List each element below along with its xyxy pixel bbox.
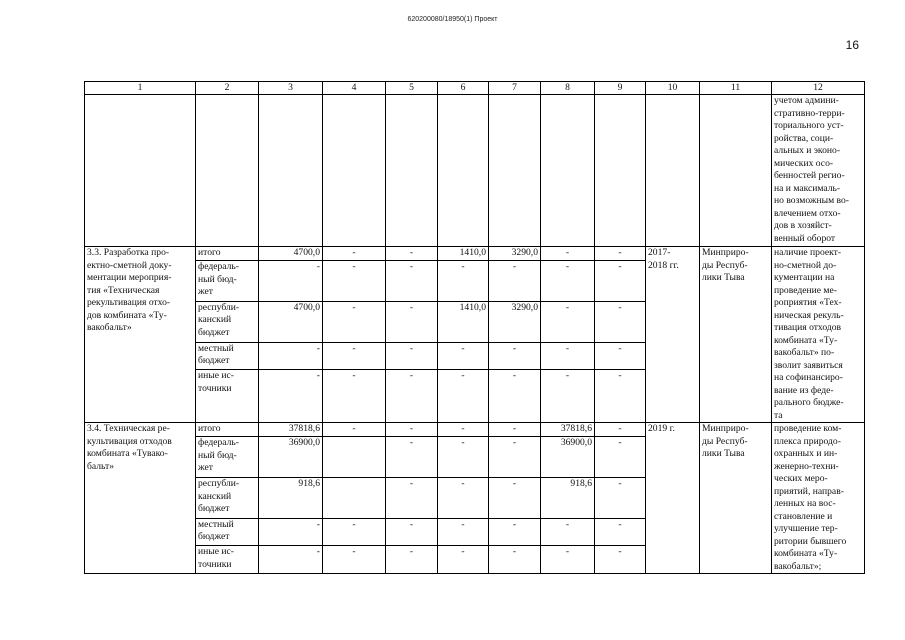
table-row: [85, 247, 865, 261]
amount-total: 918,6: [259, 478, 323, 519]
funding-source: республи- канский бюджет: [196, 478, 259, 519]
document-id-header: 620200080/18950(1) Проект: [407, 16, 498, 23]
amount-c6: -: [438, 437, 489, 478]
amount-total: 4700,0: [259, 301, 323, 342]
column-header: 9: [595, 82, 646, 95]
amount-c5: -: [386, 518, 438, 546]
column-header: 8: [541, 82, 595, 95]
amount-c6: -: [438, 370, 489, 423]
amount-c7: 3290,0: [489, 301, 541, 342]
amount-c6: 1410,0: [438, 301, 489, 342]
amount-total: -: [259, 370, 323, 423]
amount-c8: -: [541, 546, 595, 574]
amount-c4: -: [323, 301, 386, 342]
column-numbers-row: [85, 82, 865, 95]
column-header: 1: [85, 82, 196, 95]
amount-c8: -: [541, 247, 595, 261]
amount-c7: -: [489, 478, 541, 519]
amount-c8: 36900,0: [541, 437, 595, 478]
amount-c9: -: [595, 301, 646, 342]
funding-source: иные ис- точники: [196, 370, 259, 423]
amount-c9: -: [595, 423, 646, 437]
amount-c4: -: [323, 261, 386, 302]
amount-c6: -: [438, 546, 489, 574]
amount-c6: -: [438, 261, 489, 302]
column-header: 10: [646, 82, 700, 95]
amount-c4: [323, 437, 386, 478]
funding-source: федераль- ный бюд- жет: [196, 437, 259, 478]
measure-title: 3.4. Техническая ре- культивация отходов комбината «Тувако- бальт»: [85, 423, 196, 574]
amount-c4: -: [323, 423, 386, 437]
amount-total: -: [259, 518, 323, 546]
amount-c7: -: [489, 370, 541, 423]
amount-c5: -: [386, 342, 438, 369]
amount-c6: 1410,0: [438, 247, 489, 261]
continued-note: учетом админи- стративно-терри- ториального уст- ройства, соци- альных и эконо- мических осо- бенностей регио- на и максималь- но возможным во- влечением отхо- дов в хозяйст- венный оборот: [772, 95, 865, 247]
period: 2017- 2018 гг.: [646, 247, 700, 423]
executor: Минприро- ды Респуб- лики Тыва: [700, 423, 772, 574]
amount-c6: -: [438, 518, 489, 546]
column-header: 11: [700, 82, 772, 95]
amount-c8: -: [541, 518, 595, 546]
amount-c8: -: [541, 342, 595, 369]
funding-source: итого: [196, 423, 259, 437]
expected-result: проведение ком- плекса природо- охранных и ин- женерно-техни- ческих меро- приятий, направ- ленных на вос- становление и улучшение тер- ритории бывшего комбината «Ту- вакобальт»;: [772, 423, 865, 574]
measure-title: 3.3. Разработка про- ектно-сметной доку- ментации мероприя- тия «Техническая рекультивация отхо- дов комбината «Ту- вакобальт»: [85, 247, 196, 423]
funding-source: местный бюджет: [196, 342, 259, 369]
amount-c8: 918,6: [541, 478, 595, 519]
column-header: 3: [259, 82, 323, 95]
amount-total: 36900,0: [259, 437, 323, 478]
amount-c4: -: [323, 247, 386, 261]
amount-c7: -: [489, 437, 541, 478]
amount-c9: -: [595, 342, 646, 369]
amount-c7: 3290,0: [489, 247, 541, 261]
amount-c6: -: [438, 423, 489, 437]
amount-c8: 37818,6: [541, 423, 595, 437]
amount-c7: -: [489, 423, 541, 437]
amount-c5: -: [386, 247, 438, 261]
column-header: 7: [489, 82, 541, 95]
amount-c5: -: [386, 301, 438, 342]
column-header: 2: [196, 82, 259, 95]
amount-c6: -: [438, 342, 489, 369]
amount-c8: -: [541, 301, 595, 342]
amount-c5: -: [386, 437, 438, 478]
amount-c5: -: [386, 370, 438, 423]
amount-c5: -: [386, 423, 438, 437]
amount-c9: -: [595, 518, 646, 546]
amount-c4: [323, 478, 386, 519]
amount-c5: -: [386, 478, 438, 519]
funding-source: местный бюджет: [196, 518, 259, 546]
executor: Минприро- ды Респуб- лики Тыва: [700, 247, 772, 423]
expected-result: наличие проект- но-сметной до- кументации на проведение ме- роприятия «Тех- ническая рекуль- тивация отходов комбината «Ту- вакобальт» по- зволит заявиться на софинансиро- вание из феде- рального бюдже- та: [772, 247, 865, 423]
amount-c4: -: [323, 518, 386, 546]
amount-c7: -: [489, 342, 541, 369]
amount-c4: -: [323, 546, 386, 574]
amount-total: -: [259, 261, 323, 302]
column-header: 5: [386, 82, 438, 95]
amount-c7: -: [489, 261, 541, 302]
amount-total: 4700,0: [259, 247, 323, 261]
page-number: 16: [845, 38, 859, 52]
amount-c4: -: [323, 342, 386, 369]
column-header: 6: [438, 82, 489, 95]
amount-c9: -: [595, 478, 646, 519]
column-header: 4: [323, 82, 386, 95]
funding-source: итого: [196, 247, 259, 261]
period: 2019 г.: [646, 423, 700, 574]
amount-c9: -: [595, 261, 646, 302]
table-row: [85, 423, 865, 437]
amount-c8: -: [541, 370, 595, 423]
continuation-row: [85, 95, 865, 247]
amount-c9: -: [595, 546, 646, 574]
amount-c7: -: [489, 546, 541, 574]
amount-c6: -: [438, 478, 489, 519]
amount-c4: -: [323, 370, 386, 423]
amount-total: 37818,6: [259, 423, 323, 437]
amount-total: -: [259, 342, 323, 369]
program-table: [84, 81, 865, 574]
column-header: 12: [772, 82, 865, 95]
amount-c5: -: [386, 261, 438, 302]
funding-source: республи- канский бюджет: [196, 301, 259, 342]
amount-c8: -: [541, 261, 595, 302]
amount-c7: -: [489, 518, 541, 546]
amount-c9: -: [595, 247, 646, 261]
amount-c5: -: [386, 546, 438, 574]
amount-c9: -: [595, 370, 646, 423]
amount-total: -: [259, 546, 323, 574]
funding-source: федераль- ный бюд- жет: [196, 261, 259, 302]
amount-c9: -: [595, 437, 646, 478]
funding-source: иные ис- точники: [196, 546, 259, 574]
